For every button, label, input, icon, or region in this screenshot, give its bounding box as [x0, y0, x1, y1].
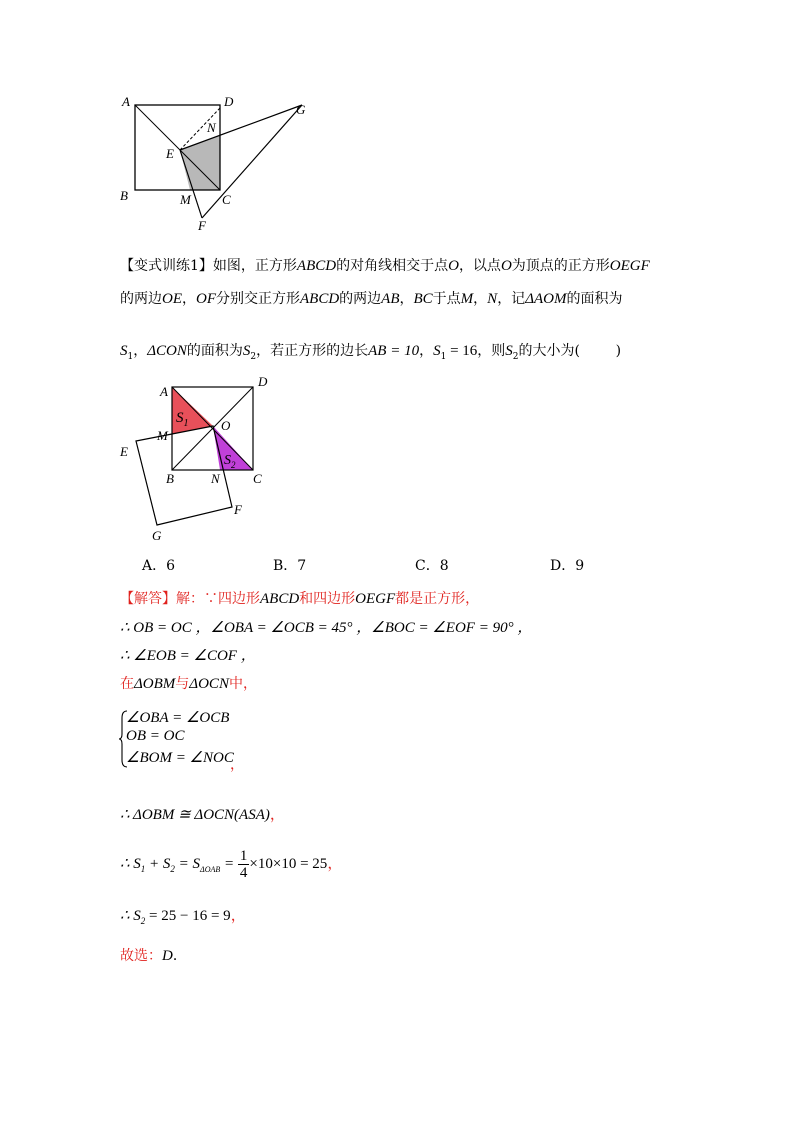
- solution-text: 故选：: [120, 948, 162, 964]
- math-s2: S: [505, 343, 513, 359]
- math: ∴ S: [120, 908, 141, 924]
- solution-label: 【解答】: [120, 591, 176, 607]
- math-con: ΔCON: [147, 343, 187, 359]
- problem-text: 【变式训练1】如图，正方形: [120, 258, 297, 274]
- numerator: 1: [239, 848, 248, 864]
- fig2-label-d: D: [258, 374, 268, 389]
- problem-line-2: [120, 288, 622, 308]
- problem-text: ，以点: [458, 258, 501, 274]
- math-oe: OE: [162, 291, 182, 307]
- solution-text: ，: [269, 807, 285, 823]
- option-value: 8: [439, 558, 449, 574]
- problem-line-1: [120, 255, 650, 275]
- math-o: O: [500, 258, 512, 274]
- math-oegf: OEGF: [609, 258, 650, 274]
- fig1-label-a: A: [122, 94, 130, 109]
- fig1-label-f: F: [198, 218, 206, 233]
- fig1-label-b: B: [120, 188, 128, 203]
- solution-text: 解：∵四边形: [176, 591, 260, 607]
- system-eq-2: OB = OC: [126, 728, 185, 744]
- line-eg: [180, 105, 302, 150]
- problem-text: 的面积为: [186, 343, 243, 359]
- fig2-label-m: M: [157, 428, 168, 443]
- math: = S: [174, 855, 201, 872]
- fig2-label-b: B: [166, 471, 174, 486]
- subscript: 2: [512, 351, 519, 362]
- problem-text: 分别交正方形: [216, 291, 300, 307]
- option-value: 9: [575, 558, 585, 574]
- denominator: 4: [239, 865, 248, 881]
- solution-line-2: ∴ OB = OC ，∠OBA = ∠OCB = 45° ，∠BOC = ∠EOF = 90° ，: [120, 620, 533, 636]
- math-s1: S: [433, 343, 441, 359]
- math-obm: ΔOBM: [134, 676, 176, 692]
- problem-text: ，: [182, 291, 196, 307]
- fig1-label-g: G: [296, 102, 306, 117]
- option-c[interactable]: [415, 555, 449, 575]
- subscript: 2: [140, 916, 146, 926]
- problem-text: 于点: [432, 291, 461, 307]
- option-d[interactable]: [550, 555, 584, 575]
- congruence: ∴ ΔOBM ≅ ΔOCN(ASA): [120, 807, 270, 823]
- math-n: N: [487, 291, 498, 307]
- solution-text: ．: [172, 948, 187, 964]
- solution-line-1: [120, 588, 479, 608]
- math-m: M: [460, 291, 474, 307]
- fig1-label-d: D: [224, 94, 234, 109]
- math-s1: S: [120, 343, 128, 359]
- problem-text: 的两边: [339, 291, 382, 307]
- math-aom: ΔAOM: [525, 291, 567, 307]
- fig2-label-c: C: [253, 471, 262, 486]
- option-b[interactable]: [273, 555, 306, 575]
- fig2-label-a: A: [160, 384, 168, 399]
- problem-text: 的对角线相交于点: [336, 258, 449, 274]
- problem-text: ，: [133, 343, 148, 359]
- math: ∴ S: [120, 855, 141, 872]
- subscript: 1: [440, 351, 447, 362]
- fig2-label-s1: $S_1$: [176, 410, 189, 429]
- math-s1-value: = 16: [446, 343, 478, 359]
- math: = 25 − 16 = 9: [145, 908, 231, 924]
- problem-text: 的两边: [120, 291, 162, 307]
- solution-line-8: [120, 945, 187, 965]
- solution-line-6: [120, 848, 342, 881]
- fig2-label-s2: $S_2$: [224, 453, 236, 470]
- math: ×10×10 = 25: [249, 855, 328, 872]
- solution-text: 和四边形: [299, 591, 356, 607]
- math-ab-eq: AB = 10: [368, 343, 420, 359]
- problem-text: ，: [473, 291, 488, 307]
- problem-text: ，记: [497, 291, 526, 307]
- math-ab: AB: [381, 291, 400, 307]
- solution-line-7: [120, 904, 246, 926]
- math: =: [220, 855, 238, 872]
- fig1-label-n: N: [207, 120, 216, 135]
- system-eq-1: ∠OBA = ∠OCB: [126, 710, 230, 726]
- subscript: 2: [170, 863, 175, 874]
- option-letter: C．: [415, 558, 440, 574]
- math-o: O: [448, 258, 459, 274]
- fig2-label-f: F: [234, 502, 242, 517]
- math-abcd: ABCD: [260, 591, 300, 607]
- solution-line-3: ∴ ∠EOB = ∠COF ，: [120, 648, 256, 664]
- math-of: OF: [196, 291, 216, 307]
- math-oegf: OEGF: [355, 591, 396, 607]
- math-ocn: ΔOCN: [189, 676, 229, 692]
- option-value: 6: [166, 558, 176, 574]
- problem-line-3: [120, 340, 621, 362]
- fraction: [238, 848, 250, 881]
- option-value: 7: [297, 558, 307, 574]
- figure-2-diagram: [110, 370, 290, 545]
- solution-text: 都是正方形，: [395, 591, 480, 607]
- solution-text: ，: [327, 855, 343, 872]
- subscript: 1: [140, 863, 146, 874]
- option-letter: D．: [550, 558, 576, 574]
- problem-text: ，: [399, 291, 414, 307]
- fig2-label-g: G: [152, 528, 162, 543]
- option-letter: A．: [142, 558, 167, 574]
- math-abcd: ABCD: [300, 291, 340, 307]
- subscript: ΔOAB: [200, 864, 221, 874]
- solution-line-5: [120, 803, 285, 824]
- option-a[interactable]: [142, 555, 175, 575]
- fig1-label-e: E: [166, 146, 174, 161]
- fig2-label-e: E: [120, 444, 128, 459]
- answer-letter: D: [162, 948, 173, 964]
- solution-text: 中，: [228, 676, 257, 692]
- answer-blank: ( ): [574, 343, 622, 359]
- solution-line-4: [120, 673, 257, 693]
- problem-text: 的大小为: [518, 343, 575, 359]
- problem-text: ，: [419, 343, 434, 359]
- subscript: 1: [127, 351, 134, 362]
- math-abcd: ABCD: [296, 258, 337, 274]
- fig2-label-n: N: [211, 471, 220, 486]
- solution-text: 在: [120, 676, 134, 692]
- subscript: 2: [250, 351, 257, 362]
- math-s2: S: [242, 343, 251, 359]
- fig1-label-c: C: [222, 192, 231, 207]
- problem-text: ，若正方形的边长: [256, 343, 369, 359]
- problem-text: 为顶点的正方形: [511, 258, 610, 274]
- problem-text: 的面积为: [566, 291, 623, 307]
- math-bc: BC: [413, 291, 433, 307]
- fig1-label-m: M: [180, 192, 191, 207]
- option-letter: B．: [273, 558, 298, 574]
- figure-1-diagram: [110, 90, 320, 235]
- solution-text: 与: [175, 676, 190, 692]
- fig2-label-o: O: [221, 418, 231, 433]
- solution-text: ，: [230, 908, 246, 924]
- problem-text: ，则: [477, 343, 506, 359]
- system-eq-3: ∠BOM = ∠NOC: [126, 750, 234, 766]
- math: + S: [145, 855, 171, 872]
- system-end: ，: [230, 757, 244, 773]
